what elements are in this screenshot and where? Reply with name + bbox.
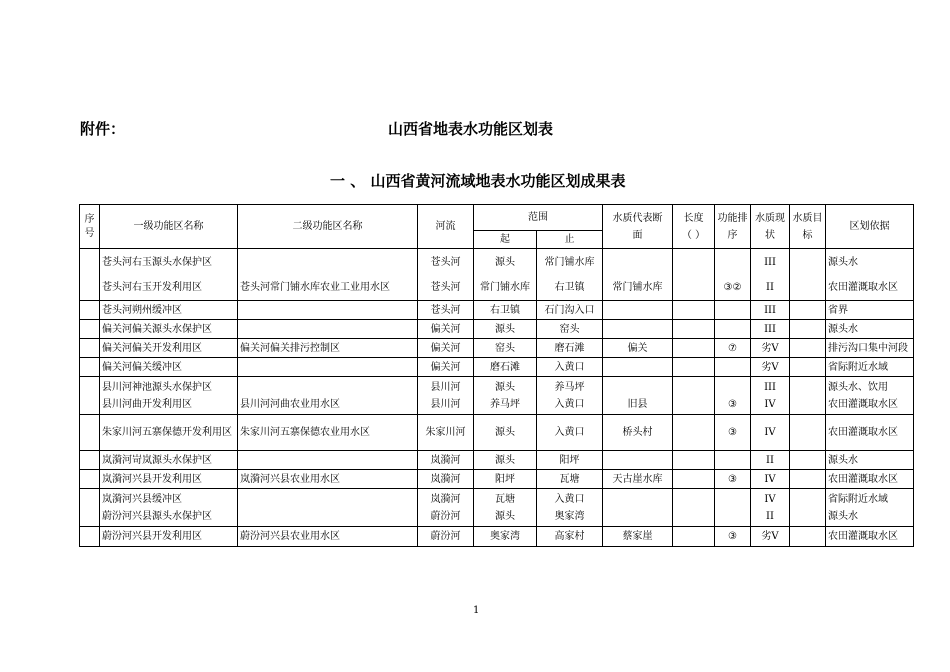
cell-target [790, 527, 826, 547]
cell-river: 朱家川河 [418, 415, 474, 451]
header-status: 水质现 状 [751, 205, 790, 249]
cell-primary-zone: 苍头河右玉源头水保护区 苍头河右玉开发利用区 [100, 249, 238, 301]
cell-secondary-zone [238, 489, 418, 527]
page-number: 1 [473, 605, 480, 616]
table-row [80, 301, 914, 320]
cell-order: ③ [715, 415, 751, 451]
cell-basis: 农田灌溉取水区 [826, 415, 914, 451]
cell-range-start: 瓦塘 源头 [474, 489, 537, 527]
cell-seq [80, 249, 100, 301]
table-row [80, 358, 914, 377]
header-section: 水质代表断 面 [603, 205, 673, 249]
cell-range-end: 高家村 [537, 527, 603, 547]
cell-status: 劣V [751, 527, 790, 547]
table-row [80, 320, 914, 339]
cell-target [790, 489, 826, 527]
cell-range-start: 源头 [474, 451, 537, 470]
table-row [80, 339, 914, 358]
table-row [80, 470, 914, 489]
cell-primary-zone: 岚漪河岢岚源头水保护区 [100, 451, 238, 470]
cell-primary-zone: 岚漪河兴县缓冲区 蔚汾河兴县源头水保护区 [100, 489, 238, 527]
cell-status: III IV [751, 377, 790, 415]
cell-target [790, 301, 826, 320]
cell-basis: 源头水 [826, 320, 914, 339]
cell-seq [80, 301, 100, 320]
cell-primary-zone: 县川河神池源头水保护区 县川河曲开发利用区 [100, 377, 238, 415]
cell-length [673, 470, 715, 489]
cell-range-start: 右卫镇 [474, 301, 537, 320]
cell-section: 偏关 [603, 339, 673, 358]
cell-order [715, 301, 751, 320]
cell-section: 蔡家崖 [603, 527, 673, 547]
cell-target [790, 470, 826, 489]
cell-order: ⑦ [715, 339, 751, 358]
cell-status: 劣V [751, 339, 790, 358]
cell-range-end: 磨石滩 [537, 339, 603, 358]
cell-basis: 排污沟口集中河段 [826, 339, 914, 358]
cell-target [790, 415, 826, 451]
cell-order: ③ [715, 527, 751, 547]
cell-status: III [751, 320, 790, 339]
cell-seq [80, 451, 100, 470]
cell-basis: 省际附近水域 源头水 [826, 489, 914, 527]
cell-basis: 源头水、饮用 农田灌溉取水区 [826, 377, 914, 415]
cell-secondary-zone: 蔚汾河兴县农业用水区 [238, 527, 418, 547]
cell-seq [80, 470, 100, 489]
cell-range-start: 阳坪 [474, 470, 537, 489]
cell-order: ③ [715, 470, 751, 489]
cell-length [673, 489, 715, 527]
table-row [80, 377, 914, 415]
cell-secondary-zone: 岚漪河兴县农业用水区 [238, 470, 418, 489]
cell-range-start: 源头 常门铺水库 [474, 249, 537, 301]
cell-order [715, 358, 751, 377]
header-target: 水质目 标 [790, 205, 826, 249]
cell-range-start: 磨石滩 [474, 358, 537, 377]
header-length: 长度 （ ） [673, 205, 715, 249]
annex-label: 附件： [80, 120, 126, 138]
cell-target [790, 451, 826, 470]
cell-primary-zone: 苍头河朔州缓冲区 [100, 301, 238, 320]
cell-status: II [751, 451, 790, 470]
cell-range-end: 入黄口 奥家湾 [537, 489, 603, 527]
cell-seq [80, 320, 100, 339]
cell-status: III [751, 301, 790, 320]
cell-secondary-zone [238, 320, 418, 339]
cell-range-end: 石门沟入口 [537, 301, 603, 320]
cell-section [603, 358, 673, 377]
cell-length [673, 377, 715, 415]
cell-river: 偏关河 [418, 320, 474, 339]
cell-status: IV II [751, 489, 790, 527]
cell-order [715, 451, 751, 470]
cell-section: 旧县 [603, 377, 673, 415]
cell-primary-zone: 岚漪河兴县开发利用区 [100, 470, 238, 489]
cell-secondary-zone [238, 358, 418, 377]
cell-section: 桥头村 [603, 415, 673, 451]
cell-river: 苍头河 苍头河 [418, 249, 474, 301]
cell-seq [80, 489, 100, 527]
section-title: 一 、 山西省黄河流域地表水功能区划成果表 [330, 172, 626, 190]
header-secondary-zone: 二级功能区名称 [238, 205, 418, 249]
cell-order [715, 320, 751, 339]
cell-order: ③② [715, 249, 751, 301]
cell-seq [80, 415, 100, 451]
cell-range-start: 源头 养马坪 [474, 377, 537, 415]
cell-river: 岚漪河 [418, 451, 474, 470]
cell-secondary-zone [238, 451, 418, 470]
cell-basis: 省界 [826, 301, 914, 320]
header-seq: 序 号 [80, 205, 100, 249]
cell-primary-zone: 蔚汾河兴县开发利用区 [100, 527, 238, 547]
header-range: 范围 [474, 205, 603, 231]
cell-river: 县川河 县川河 [418, 377, 474, 415]
header-range-start: 起 [474, 231, 537, 249]
header-river: 河流 [418, 205, 474, 249]
cell-length [673, 415, 715, 451]
cell-primary-zone: 偏关河偏关源头水保护区 [100, 320, 238, 339]
cell-order: ③ [715, 377, 751, 415]
cell-range-start: 源头 [474, 415, 537, 451]
cell-length [673, 451, 715, 470]
cell-section [603, 489, 673, 527]
cell-river: 偏关河 [418, 339, 474, 358]
cell-basis: 农田灌溉取水区 [826, 527, 914, 547]
cell-range-end: 入黄口 [537, 358, 603, 377]
table-row [80, 249, 914, 301]
table-header-row [80, 205, 914, 231]
cell-basis: 省际附近水域 [826, 358, 914, 377]
cell-range-end: 瓦塘 [537, 470, 603, 489]
cell-section [603, 320, 673, 339]
cell-basis: 农田灌溉取水区 [826, 470, 914, 489]
cell-seq [80, 377, 100, 415]
cell-length [673, 249, 715, 301]
cell-range-end: 养马坪 入黄口 [537, 377, 603, 415]
water-function-zone-table [79, 204, 914, 547]
document-title: 山西省地表水功能区划表 [388, 120, 554, 138]
cell-length [673, 339, 715, 358]
table-row [80, 489, 914, 527]
table-row [80, 527, 914, 547]
cell-order [715, 489, 751, 527]
cell-range-end: 阳坪 [537, 451, 603, 470]
cell-primary-zone: 朱家川河五寨保德开发利用区 [100, 415, 238, 451]
header-order: 功能排 序 [715, 205, 751, 249]
cell-section: 天古崖水库 [603, 470, 673, 489]
cell-secondary-zone [238, 301, 418, 320]
cell-section [603, 451, 673, 470]
cell-river: 苍头河 [418, 301, 474, 320]
cell-range-end: 窑头 [537, 320, 603, 339]
table-row [80, 415, 914, 451]
cell-length [673, 527, 715, 547]
cell-status: III II [751, 249, 790, 301]
table-row [80, 451, 914, 470]
cell-river: 蔚汾河 [418, 527, 474, 547]
cell-secondary-zone: 县川河河曲农业用水区 [238, 377, 418, 415]
cell-target [790, 377, 826, 415]
cell-range-end: 入黄口 [537, 415, 603, 451]
cell-status: IV [751, 470, 790, 489]
cell-secondary-zone: 苍头河常门铺水库农业工业用水区 [238, 249, 418, 301]
cell-secondary-zone: 偏关河偏关排污控制区 [238, 339, 418, 358]
cell-range-end: 常门铺水库 右卫镇 [537, 249, 603, 301]
cell-seq [80, 339, 100, 358]
header-basis: 区划依据 [826, 205, 914, 249]
cell-target [790, 358, 826, 377]
cell-length [673, 358, 715, 377]
cell-basis: 源头水 农田灌溉取水区 [826, 249, 914, 301]
cell-range-start: 源头 [474, 320, 537, 339]
cell-seq [80, 358, 100, 377]
cell-status: 劣V [751, 358, 790, 377]
header-range-end: 止 [537, 231, 603, 249]
cell-status: IV [751, 415, 790, 451]
cell-target [790, 320, 826, 339]
cell-length [673, 301, 715, 320]
cell-range-start: 奥家湾 [474, 527, 537, 547]
cell-primary-zone: 偏关河偏关开发利用区 [100, 339, 238, 358]
cell-target [790, 339, 826, 358]
cell-seq [80, 527, 100, 547]
cell-section: 常门铺水库 [603, 249, 673, 301]
cell-river: 岚漪河 蔚汾河 [418, 489, 474, 527]
cell-range-start: 窑头 [474, 339, 537, 358]
cell-primary-zone: 偏关河偏关缓冲区 [100, 358, 238, 377]
cell-length [673, 320, 715, 339]
header-primary-zone: 一级功能区名称 [100, 205, 238, 249]
cell-river: 岚漪河 [418, 470, 474, 489]
cell-target [790, 249, 826, 301]
cell-secondary-zone: 朱家川河五寨保德农业用水区 [238, 415, 418, 451]
cell-river: 偏关河 [418, 358, 474, 377]
cell-basis: 源头水 [826, 451, 914, 470]
cell-section [603, 301, 673, 320]
